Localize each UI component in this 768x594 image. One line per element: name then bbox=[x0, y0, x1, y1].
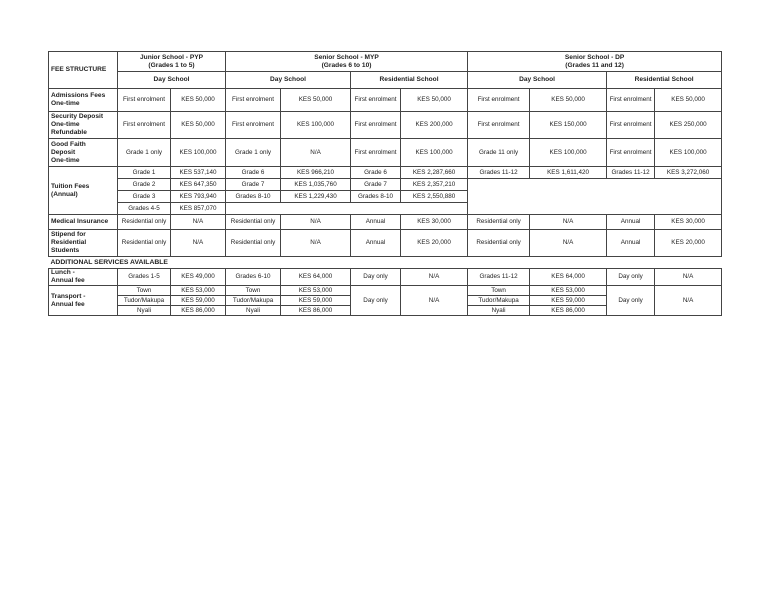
table-cell: KES 793,940 bbox=[171, 191, 226, 203]
table-cell: Grade 1 only bbox=[226, 139, 281, 167]
table-cell: Grades 11-12 bbox=[607, 167, 655, 179]
table-cell: KES 647,350 bbox=[171, 179, 226, 191]
table-cell: KES 857,070 bbox=[171, 203, 226, 215]
tuition-row bbox=[49, 167, 722, 179]
additional-services-heading: ADDITIONAL SERVICES AVAILABLE bbox=[49, 257, 722, 269]
table-cell: KES 1,035,760 bbox=[281, 179, 351, 191]
table-cell: First enrolment bbox=[118, 89, 171, 112]
table-cell: Grades 4-5 bbox=[118, 203, 171, 215]
dp-residential-school-heading: Residential School bbox=[607, 72, 722, 89]
fee-structure-heading: FEE STRUCTURE bbox=[49, 52, 118, 89]
table-cell: Grade 7 bbox=[351, 179, 401, 191]
table-cell: Grade 1 only bbox=[118, 139, 171, 167]
transport-area: Town bbox=[468, 286, 529, 296]
transport-fee: KES 59,000 bbox=[281, 296, 350, 306]
table-cell: Day only bbox=[607, 269, 655, 286]
tuition-row bbox=[49, 179, 722, 191]
table-cell: First enrolment bbox=[118, 112, 171, 139]
table-cell: Grade 6 bbox=[226, 167, 281, 179]
row-label: Security Deposit One-time Refundable bbox=[49, 112, 118, 139]
table-cell: KES 50,000 bbox=[171, 112, 226, 139]
empty-cell bbox=[468, 179, 722, 215]
transport-row bbox=[49, 286, 722, 316]
table-cell: KES 2,287,660 bbox=[401, 167, 468, 179]
table-cell: Annual bbox=[607, 215, 655, 230]
transport-area: Nyali bbox=[137, 307, 151, 314]
transport-areas bbox=[226, 286, 281, 316]
table-cell: N/A bbox=[281, 215, 351, 230]
transport-fee: KES 59,000 bbox=[171, 296, 225, 306]
transport-fee: KES 53,000 bbox=[171, 286, 225, 296]
table-cell: First enrolment bbox=[468, 112, 530, 139]
admissions-row bbox=[49, 89, 722, 112]
transport-fees bbox=[171, 286, 226, 316]
transport-fee: KES 86,000 bbox=[181, 307, 215, 314]
row-label: Medical Insurance bbox=[49, 215, 118, 230]
transport-area: Nyali bbox=[491, 307, 506, 314]
empty-cell bbox=[226, 203, 468, 215]
table-cell: KES 20,000 bbox=[401, 230, 468, 257]
table-cell: KES 50,000 bbox=[401, 89, 468, 112]
table-cell: KES 150,000 bbox=[530, 112, 607, 139]
table-cell: KES 250,000 bbox=[655, 112, 722, 139]
table-cell: Annual bbox=[351, 230, 401, 257]
security-deposit-row bbox=[49, 112, 722, 139]
table-cell: N/A bbox=[655, 286, 722, 316]
table-cell: KES 2,357,210 bbox=[401, 179, 468, 191]
table-cell: Day only bbox=[351, 286, 401, 316]
table-cell: Annual bbox=[351, 215, 401, 230]
transport-area: Tudor/Makupa bbox=[226, 296, 280, 306]
table-cell: Grade 11 only bbox=[468, 139, 530, 167]
table-cell: Day only bbox=[607, 286, 655, 316]
table-cell: N/A bbox=[401, 269, 468, 286]
table-cell: Grades 11-12 bbox=[468, 269, 530, 286]
table-cell: KES 50,000 bbox=[530, 89, 607, 112]
row-label: Lunch - Annual fee bbox=[49, 269, 118, 286]
table-cell: Grade 7 bbox=[226, 179, 281, 191]
table-cell: Grade 2 bbox=[118, 179, 171, 191]
transport-fee: KES 86,000 bbox=[298, 307, 333, 314]
table-cell: Residential only bbox=[226, 230, 281, 257]
transport-fees bbox=[530, 286, 607, 316]
table-cell: Residential only bbox=[226, 215, 281, 230]
table-cell: N/A bbox=[530, 215, 607, 230]
table-cell: N/A bbox=[281, 139, 351, 167]
table-cell: N/A bbox=[171, 230, 226, 257]
table-cell: First enrolment bbox=[607, 89, 655, 112]
table-cell: KES 50,000 bbox=[281, 89, 351, 112]
table-cell: KES 200,000 bbox=[401, 112, 468, 139]
transport-areas bbox=[118, 286, 171, 316]
table-cell: Grade 3 bbox=[118, 191, 171, 203]
myp-residential-school-heading: Residential School bbox=[351, 72, 468, 89]
table-cell: Residential only bbox=[118, 215, 171, 230]
transport-area: Town bbox=[118, 286, 170, 296]
transport-area: Tudor/Makupa bbox=[468, 296, 529, 306]
table-cell: First enrolment bbox=[607, 112, 655, 139]
table-cell: Day only bbox=[351, 269, 401, 286]
row-label: Tuition Fees (Annual) bbox=[49, 167, 118, 215]
table-cell: KES 100,000 bbox=[655, 139, 722, 167]
good-faith-deposit-row bbox=[49, 139, 722, 167]
transport-fee: KES 59,000 bbox=[530, 296, 606, 306]
transport-fee: KES 86,000 bbox=[551, 307, 585, 314]
table-cell: First enrolment bbox=[351, 112, 401, 139]
table-cell: Grades 11-12 bbox=[468, 167, 530, 179]
table-cell: KES 50,000 bbox=[655, 89, 722, 112]
transport-area: Tudor/Makupa bbox=[118, 296, 170, 306]
table-cell: Grade 6 bbox=[351, 167, 401, 179]
row-label: Admissions Fees One-time bbox=[49, 89, 118, 112]
transport-fees bbox=[281, 286, 351, 316]
table-cell: N/A bbox=[281, 230, 351, 257]
row-label: Good Faith Deposit One-time bbox=[49, 139, 118, 167]
lunch-row bbox=[49, 269, 722, 286]
transport-fee: KES 53,000 bbox=[281, 286, 350, 296]
table-cell: KES 64,000 bbox=[281, 269, 351, 286]
table-cell: Residential only bbox=[118, 230, 171, 257]
table-cell: First enrolment bbox=[351, 139, 401, 167]
table-cell: Grades 6-10 bbox=[226, 269, 281, 286]
row-label: Stipend for Residential Students bbox=[49, 230, 118, 257]
transport-area: Nyali bbox=[246, 307, 261, 314]
table-cell: KES 30,000 bbox=[655, 215, 722, 230]
table-cell: KES 1,229,430 bbox=[281, 191, 351, 203]
table-cell: KES 966,210 bbox=[281, 167, 351, 179]
myp-heading: Senior School - MYP (Grades 6 to 10) bbox=[226, 52, 468, 72]
table-cell: KES 100,000 bbox=[530, 139, 607, 167]
pyp-day-school-heading: Day School bbox=[118, 72, 226, 89]
myp-day-school-heading: Day School bbox=[226, 72, 351, 89]
table-cell: First enrolment bbox=[468, 89, 530, 112]
table-cell: KES 3,272,060 bbox=[655, 167, 722, 179]
table-cell: Residential only bbox=[468, 230, 530, 257]
table-cell: N/A bbox=[530, 230, 607, 257]
transport-fee: KES 53,000 bbox=[530, 286, 606, 296]
table-cell: KES 2,550,880 bbox=[401, 191, 468, 203]
table-cell: KES 100,000 bbox=[171, 139, 226, 167]
table-cell: Grades 1-5 bbox=[118, 269, 171, 286]
table-cell: N/A bbox=[655, 269, 722, 286]
table-cell: KES 30,000 bbox=[401, 215, 468, 230]
table-cell: First enrolment bbox=[351, 89, 401, 112]
stipend-row bbox=[49, 230, 722, 257]
table-cell: Annual bbox=[607, 230, 655, 257]
table-cell: KES 100,000 bbox=[401, 139, 468, 167]
table-cell: First enrolment bbox=[607, 139, 655, 167]
table-cell: Grades 8-10 bbox=[226, 191, 281, 203]
table-cell: First enrolment bbox=[226, 112, 281, 139]
row-label: Transport - Annual fee bbox=[49, 286, 118, 316]
table-cell: KES 1,611,420 bbox=[530, 167, 607, 179]
table-cell: KES 49,000 bbox=[171, 269, 226, 286]
dp-day-school-heading: Day School bbox=[468, 72, 607, 89]
table-cell: First enrolment bbox=[226, 89, 281, 112]
table-cell: KES 64,000 bbox=[530, 269, 607, 286]
dp-heading: Senior School - DP (Grades 11 and 12) bbox=[468, 52, 722, 72]
medical-insurance-row bbox=[49, 215, 722, 230]
table-cell: Grade 1 bbox=[118, 167, 171, 179]
table-cell: KES 537,140 bbox=[171, 167, 226, 179]
pyp-heading: Junior School - PYP (Grades 1 to 5) bbox=[118, 52, 226, 72]
table-cell: Residential only bbox=[468, 215, 530, 230]
table-cell: KES 100,000 bbox=[281, 112, 351, 139]
table-cell: N/A bbox=[171, 215, 226, 230]
table-cell: Grades 8-10 bbox=[351, 191, 401, 203]
fee-structure-table bbox=[48, 51, 722, 316]
transport-area: Town bbox=[226, 286, 280, 296]
transport-areas bbox=[468, 286, 530, 316]
table-cell: KES 20,000 bbox=[655, 230, 722, 257]
table-cell: KES 50,000 bbox=[171, 89, 226, 112]
table-cell: N/A bbox=[401, 286, 468, 316]
